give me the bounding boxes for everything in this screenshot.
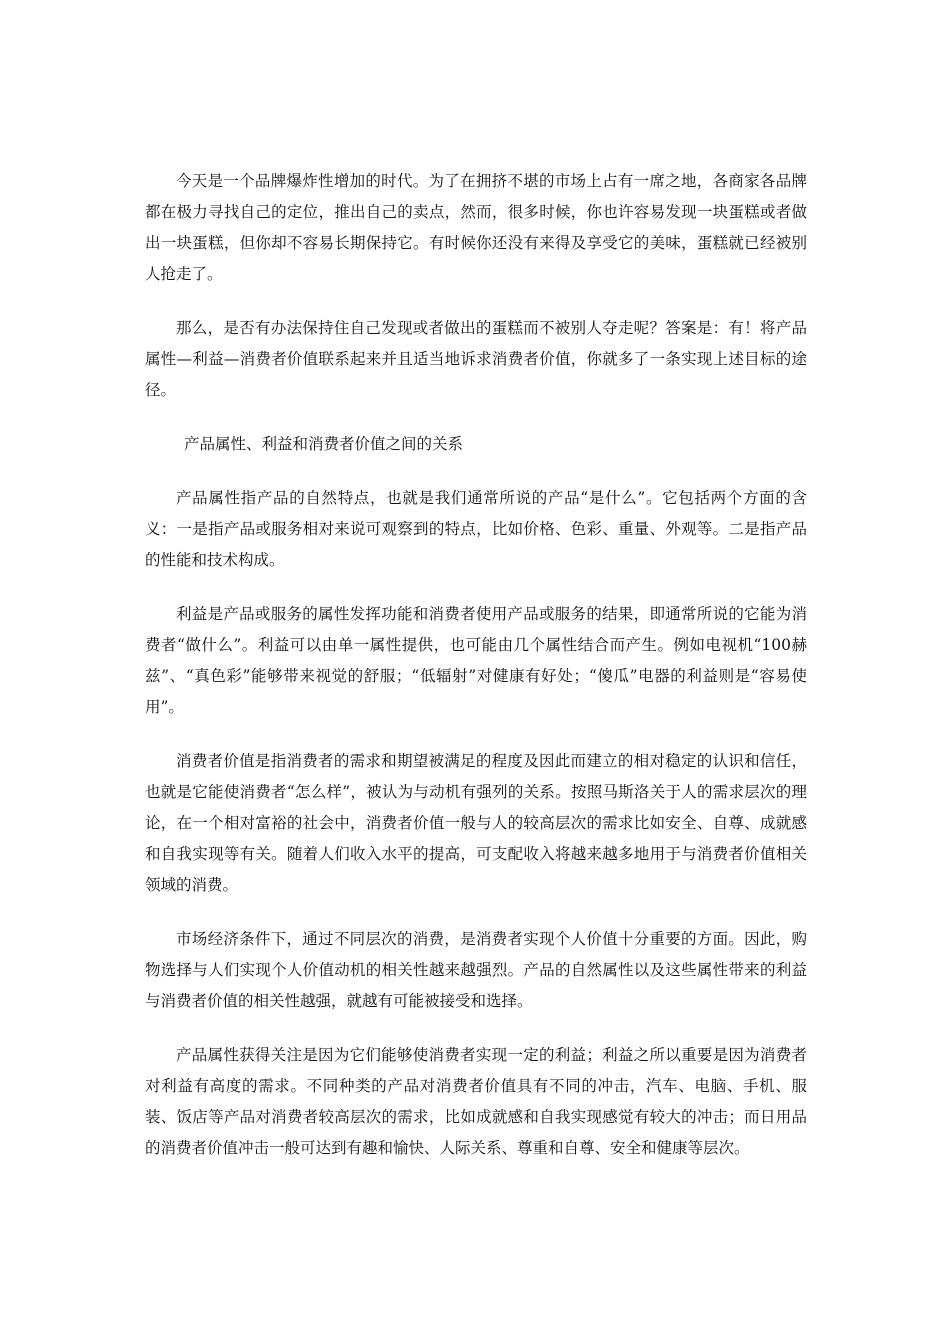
paragraph-consumer-value: 消费者价值是指消费者的需求和期望被满足的程度及因此而建立的相对稳定的认识和信任，也就是它能使消费者“怎么样”，被认为与动机有强列的关系。按照马斯洛关于人的需求层次的理论，在一个相对富裕的社会中，消费者价值一般与人的较高层次的需求比如安全、自尊、成就感和自我实现等有关。随着人们收入水平的提高，可支配收入将越来越多地用于与消费者价值相关领域的消费。 bbox=[145, 752, 807, 894]
paragraph-attribute-attention: 产品属性获得关注是因为它们能够使消费者实现一定的利益；利益之所以重要是因为消费者对利益有高度的需求。不同种类的产品对消费者价值具有不同的冲击，汽车、电脑、手机、服装、饭店等产品对消费者较高层次的需求，比如成就感和自我实现感觉有较大的冲击；而日用品的消费者价值冲击一般可达到有趣和愉快、人际关系、尊重和自尊、安全和健康等层次。 bbox=[145, 1046, 807, 1157]
document-page bbox=[145, 166, 807, 1164]
paragraph-product-attributes: 产品属性指产品的自然特点，也就是我们通常所说的产品“是什么”。它包括两个方面的含义：一是指产品或服务相对来说可观察到的特点，比如价格、色彩、重量、外观等。二是指产品的性能和技术构成。 bbox=[145, 489, 807, 569]
paragraph-benefits: 利益是产品或服务的属性发挥功能和消费者使用产品或服务的结果，即通常所说的它能为消费者“做什么”。利益可以由单一属性提供，也可能由几个属性结合而产生。例如电视机“100赫兹”、“真色彩”能够带来视觉的舒服；“低辐射”对健康有好处；“傻瓜”电器的利益则是“容易使用”。 bbox=[145, 605, 807, 716]
paragraph-intro: 今天是一个品牌爆炸性增加的时代。为了在拥挤不堪的市场上占有一席之地，各商家各品牌都在极力寻找自己的定位，推出自己的卖点，然而，很多时候，你也许容易发现一块蛋糕或者做出一块蛋糕，但你却不容易长期保持它。有时候你还没有来得及享受它的美味，蛋糕就已经被别人抢走了。 bbox=[145, 172, 807, 283]
paragraph-market-economy: 市场经济条件下，通过不同层次的消费，是消费者实现个人价值十分重要的方面。因此，购物选择与人们实现个人价值动机的相关性越来越强烈。产品的自然属性以及这些属性带来的利益与消费者价值的相关性越强，就越有可能被接受和选择。 bbox=[145, 930, 807, 1010]
paragraph-question: 那么，是否有办法保持住自己发现或者做出的蛋糕而不被别人夺走呢？答案是：有！将产品属性—利益—消费者价值联系起来并且适当地诉求消费者价值，你就多了一条实现上述目标的途径。 bbox=[145, 319, 807, 399]
section-heading: 产品属性、利益和消费者价值之间的关系 bbox=[184, 435, 464, 453]
